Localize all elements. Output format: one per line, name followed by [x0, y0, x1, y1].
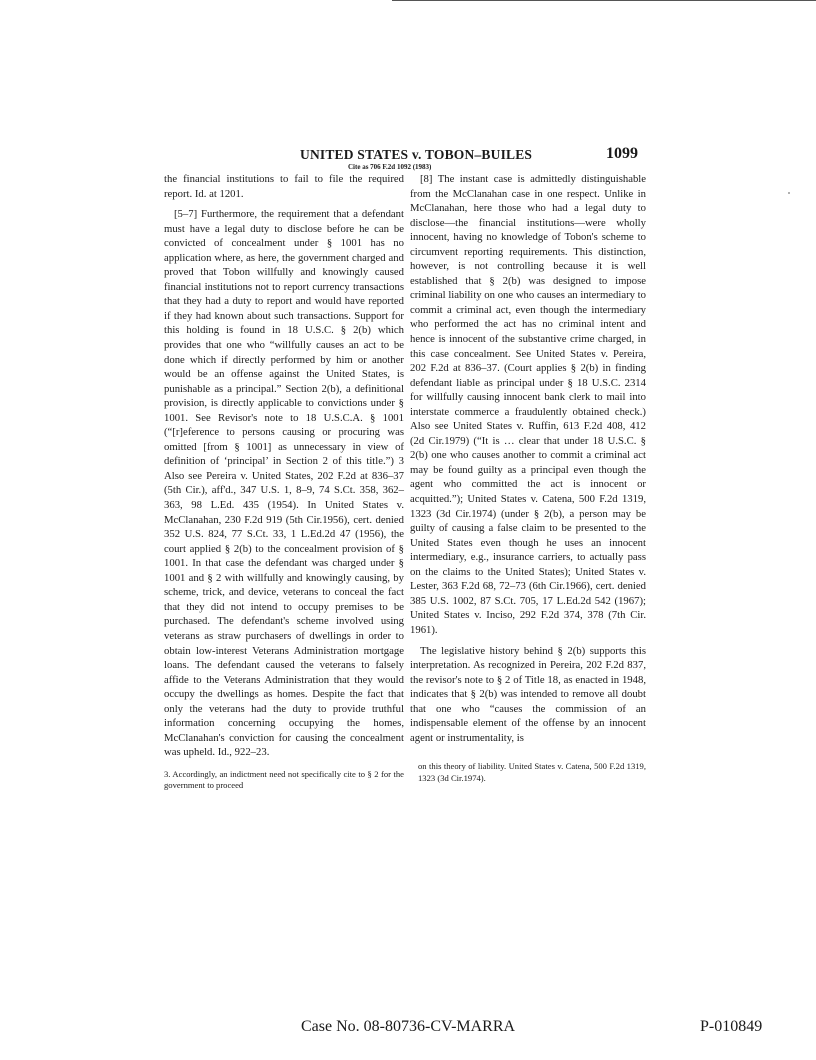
- footnote-3-continued: on this theory of liability. United States v. Catena, 500 F.2d 1319, 1323 (3d Cir.1974).: [418, 761, 646, 783]
- left-paragraph-1: the financial institutions to fail to file the required report. Id. at 1201.: [164, 173, 404, 200]
- left-paragraph-2: [5–7] Furthermore, the requirement that a defendant must have a legal duty to disclose before he can be convicted of concealment under § 1001 has no application where, as here, the government charged and proved that Tobon willfully and knowingly caused financial institutions not to report currency transactions that they had a duty to report and would have reported if they had known about such transactions. Support for this holding is found in 18 U.S.C. § 2(b) which provides that one who “willfully causes an act to be done which if directly performed by him or another would be an offense against the United States, is punishable as a principal.” Section 2(b), a definitional provision, is directly applicable to convictions under § 1001. See Revisor's note to 18 U.S.C.A. § 1001 (“[r]eference to persons causing or procuring was omitted [from § 1001] as unnecessary in view of definition of ‘principal’ in Section 2 of this title.”) 3 Also see Pereira v. United States, 202 F.2d at 836–37 (5th Cir.), aff'd., 347 U.S. 1, 8–9, 74 S.Ct. 358, 362–363, 98 L.Ed. 435 (1954). In United States v. McClanahan, 230 F.2d 919 (5th Cir.1956), cert. denied 352 U.S. 824, 77 S.Ct. 33, 1 L.Ed.2d 47 (1956), the court applied § 2(b) to the concealment provision of § 1001. In that case the defendant was charged under § 1001 and § 2 with willfully and knowingly causing, by scheme, trick, and device, veterans to conceal the fact that they did not intend to occupy premises to be purchased. The defendant's scheme involved using veterans as straw purchasers of dwellings in order to obtain low-interest Veterans Administration mortgage loans. The defendant caused the veterans to falsely affide to the Veterans Administration that they would occupy the dwellings as homes. Despite the fact that only the veterans had the duty to provide truthful information concerning occupying the homes, McClanahan's conviction for causing the concealment was upheld. Id., 922–23.: [164, 208, 404, 759]
- page-number: 1099: [606, 145, 638, 162]
- cite-line: Cite as 706 F.2d 1092 (1983): [348, 163, 432, 171]
- left-column: [164, 172, 404, 792]
- right-paragraph-2: The legislative history behind § 2(b) supports this interpretation. As recognized in Pereira, 202 F.2d 837, the revisor's note to § 2 of Title 18, as enacted in 1948, indicates that § 2(b) was intended to remove all doubt that one who “causes the commission of an indispensable element of the offense by an innocent agent or instrumentality, is: [410, 644, 646, 744]
- right-column: [410, 172, 646, 784]
- right-paragraph-1: [8] The instant case is admittedly distinguishable from the McClanahan case in one respect. Unlike in McClanahan, here those who had a legal duty to disclose—the financial institutions—were wholly innocent, having no knowledge of Tobon's scheme to circumvent reporting requirements. This distinction, however, is not controlling because it is well established that § 2(b) was designed to impose criminal liability on one who causes an intermediary to commit a criminal act, even though the intermediary who performed the act has no criminal intent and hence is innocent of the substantive crime charged, in this case concealment. See United States v. Pereira, 202 F.2d at 836–37. (Court applies § 2(b) in finding defendant liable as principal under § 18 U.S.C. 2314 for willfully causing innocent bank clerk to mail into interstate commerce a fraudulently obtained check.) Also see United States v. Ruffin, 613 F.2d 408, 412 (2d Cir.1979) (“It is … clear that under 18 U.S.C. § 2(b) one who causes another to commit a criminal act may be found guilty as a principal even though the agent who committed the act is innocent or acquitted.”); United States v. Catena, 500 F.2d 1319, 1323 (3d Cir.1974) (under § 2(b), a person may be guilty of causing a false claim to be presented to the United States even though he uses an innocent intermediary, e.g., insurance carriers, to actually pass on the claims to the United States); United States v. Lester, 363 F.2d 68, 72–73 (6th Cir.1966), cert. denied 385 U.S. 1002, 87 S.Ct. 705, 17 L.Ed.2d 542 (1967); United States v. Inciso, 292 F.2d 374, 378 (7th Cir. 1961).: [410, 173, 646, 636]
- scan-top-rule: [392, 0, 816, 1]
- case-number: Case No. 08-80736-CV-MARRA: [301, 1018, 516, 1035]
- footnote-3: 3. Accordingly, an indictment need not specifically cite to § 2 for the government to proceed: [164, 768, 404, 791]
- bates-number: P-010849: [700, 1018, 763, 1035]
- running-title: UNITED STATES v. TOBON–BUILES: [300, 147, 533, 162]
- scan-speck: [788, 192, 790, 194]
